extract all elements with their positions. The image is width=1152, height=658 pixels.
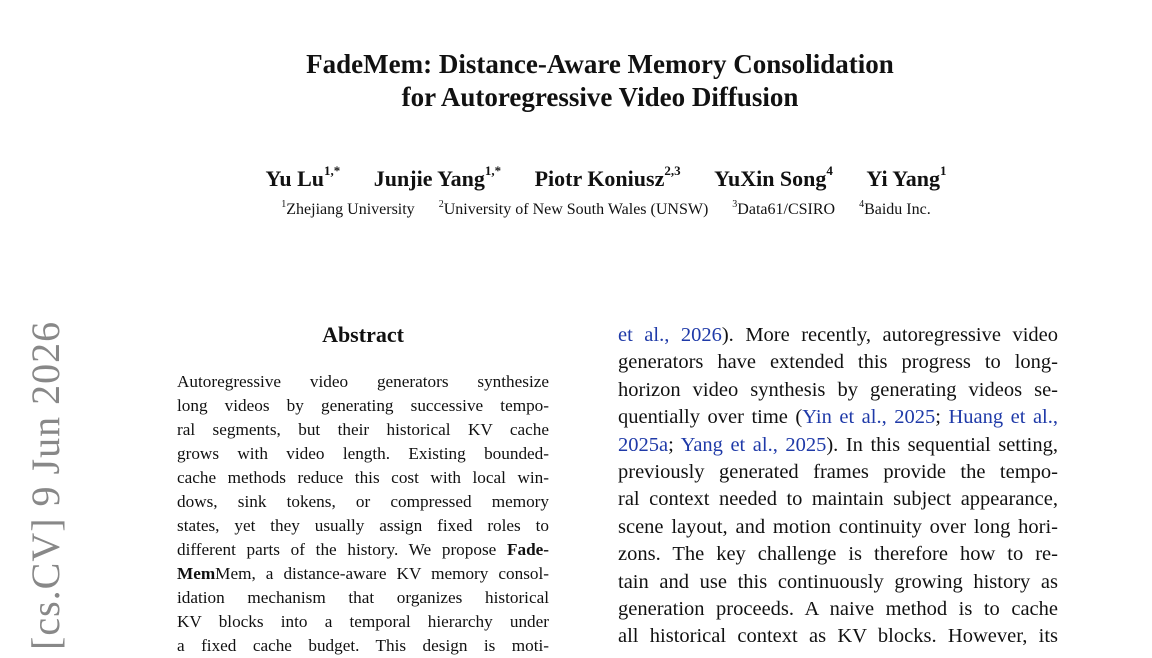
abstract-line: a fixed cache budget. This design is moti- [177, 636, 549, 655]
affiliation-list [0, 201, 1152, 219]
arxiv-stamp: [cs.CV] 9 Jun 2026 [23, 320, 68, 650]
author-name: Yu Lu [265, 166, 325, 191]
affiliation [439, 201, 709, 219]
citation-link[interactable]: 2025a [618, 433, 669, 456]
author-name: Junjie Yang [373, 166, 485, 191]
body-line: previously generated frames provide the tempo- [618, 461, 1058, 484]
abstract-line [177, 562, 549, 586]
author [866, 163, 947, 192]
intro-column [618, 322, 1058, 651]
abstract-line: states, yet they usually assign fixed roles to [177, 516, 549, 535]
abstract-line: grows with video length. Existing bounded- [177, 444, 549, 463]
abstract-line: KV blocks into a temporal hierarchy under [177, 612, 549, 631]
affiliation [732, 201, 835, 219]
abstract-line: dows, sink tokens, or compressed memory [177, 492, 549, 511]
affiliation [281, 201, 414, 219]
abstract-text: Mem, a distance-aware KV memory consol- [215, 564, 549, 583]
affiliation-name: University of New South Wales (UNSW) [443, 201, 709, 218]
body-line: all historical context as KV blocks. However, its [618, 625, 1058, 648]
affiliation-number: 3 [732, 199, 738, 210]
body-text: ). More recently, autoregressive video [721, 324, 1058, 346]
author-affiliation-mark: 2,3 [664, 163, 681, 178]
body-line: tain and use this continuously growing history as [618, 570, 1058, 593]
affiliation [859, 201, 931, 219]
abstract-text: different parts of the history. We propose [177, 540, 497, 559]
affiliation-name: Zhejiang University [286, 201, 415, 218]
method-name-bold: Mem [177, 564, 216, 583]
body-line: horizon video synthesis by generating videos se- [618, 378, 1058, 401]
author [714, 163, 833, 192]
body-line: ral context needed to maintain subject appearance, [618, 488, 1058, 511]
abstract-line [177, 538, 549, 562]
affiliation-name: Data61/CSIRO [737, 201, 836, 218]
author-affiliation-mark: 4 [826, 163, 833, 178]
author-affiliation-mark: 1 [939, 163, 947, 178]
citation-separator: ; [668, 433, 681, 456]
abstract-heading: Abstract [322, 322, 404, 347]
author-name: Piotr Koniusz [534, 166, 665, 191]
body-line: generators have extended this progress to long- [618, 351, 1058, 374]
title-line-2: for Autoregressive Video Diffusion [401, 82, 799, 112]
author [265, 163, 341, 192]
abstract-line: Autoregressive video generators synthesize [177, 372, 549, 391]
affiliation-number: 2 [438, 199, 444, 210]
body-text: quentially over time ( [618, 406, 803, 429]
citation-separator: ; [935, 406, 949, 429]
citation-link[interactable]: Yang et al., 2025 [680, 433, 827, 456]
author-affiliation-mark: 1,* [324, 163, 341, 178]
abstract-line: ral segments, but their historical KV cache [177, 420, 549, 439]
abstract-line: idation mechanism that organizes historical [177, 588, 549, 607]
abstract-line: long videos by generating successive tempo- [177, 396, 549, 415]
body-line: scene layout, and motion continuity over long hori- [618, 515, 1058, 538]
citation-link[interactable]: Yin et al., 2025 [802, 406, 936, 429]
title-line-1: FadeMem: Distance-Aware Memory Consolidation [306, 49, 894, 79]
abstract-body [177, 370, 549, 658]
body-line: generation proceeds. A naive method is to cache [618, 598, 1058, 621]
body-line [618, 404, 1058, 431]
author-name: YuXin Song [714, 166, 827, 191]
abstract-line: cache methods reduce this cost with local win- [177, 468, 549, 487]
affiliation-number: 4 [859, 199, 865, 210]
method-name-bold: Fade- [506, 540, 549, 559]
author-affiliation-mark: 1,* [484, 163, 502, 178]
author [534, 163, 681, 192]
author-name: Yi Yang [866, 166, 940, 191]
body-line: zons. The key challenge is therefore how to re- [618, 543, 1058, 566]
citation-link[interactable]: et al., 2026 [618, 324, 722, 346]
author-list [0, 163, 1152, 192]
author [373, 163, 502, 192]
affiliation-number: 1 [281, 199, 287, 210]
body-text: ). In this sequential setting, [826, 433, 1059, 456]
affiliation-name: Baidu Inc. [864, 201, 931, 218]
citation-link[interactable]: Huang et al., [948, 406, 1058, 429]
paper-title [200, 48, 1000, 114]
body-line [618, 322, 1058, 349]
body-line [618, 432, 1058, 459]
